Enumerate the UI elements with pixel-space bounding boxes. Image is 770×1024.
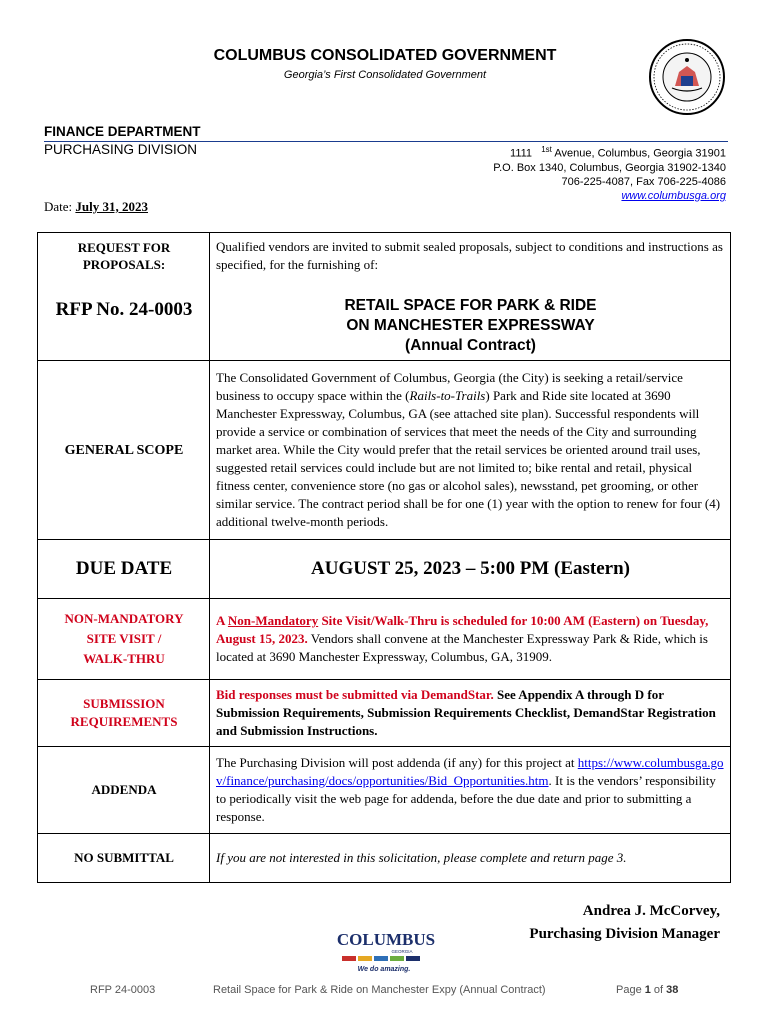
rfp-number: RFP No. 24-0003 bbox=[55, 299, 193, 320]
department: FINANCE DEPARTMENT bbox=[44, 124, 201, 139]
svg-text:GEORGIA: GEORGIA bbox=[391, 949, 413, 954]
date-value: July 31, 2023 bbox=[75, 199, 148, 214]
website-link[interactable]: www.columbusga.org bbox=[621, 189, 726, 202]
addenda-text: The Purchasing Division will post addenda (if any) for this project at https://www.columbusga.gov/finance/purchasing/docs/opportunities/Bid_Opportunities.htm. It is the vendors’ responsibility to periodically visit the web page for addenda, before the due date and prior to submitting a response. bbox=[210, 747, 731, 834]
signer-title: Purchasing Division Manager bbox=[529, 926, 720, 942]
due-date-label: DUE DATE bbox=[38, 540, 210, 599]
city-seal-icon bbox=[648, 38, 726, 116]
rfp-title: RETAIL SPACE FOR PARK & RIDE ON MANCHESTER EXPRESSWAY (Annual Contract) bbox=[344, 297, 597, 354]
rfp-label-cell: REQUEST FOR PROPOSALS: RFP No. 24-0003 bbox=[38, 233, 210, 361]
scope-label: GENERAL SCOPE bbox=[38, 361, 210, 540]
table-row bbox=[38, 540, 731, 599]
org-subtitle: Georgia’s First Consolidated Government bbox=[283, 69, 487, 81]
date-line: Date: July 31, 2023 bbox=[44, 199, 148, 214]
org-title: COLUMBUS CONSOLIDATED GOVERNMENT bbox=[213, 47, 557, 64]
submission-label: SUBMISSION REQUIREMENTS bbox=[38, 680, 210, 747]
po-box: P.O. Box 1340, Columbus, Georgia 31902-1340 bbox=[493, 161, 726, 174]
addenda-link[interactable]: https://www.columbusga.gov/finance/purchasing/docs/opportunities/Bid_Opportunities.htm bbox=[216, 755, 724, 788]
footer-rfp-number: RFP 24-0003 bbox=[90, 984, 156, 996]
svg-text:We do amazing.: We do amazing. bbox=[357, 966, 411, 973]
street-address: 1111 $^{1st}$ Avenue, Columbus, Georgia 31901 bbox=[510, 145, 726, 160]
columbus-logo-icon bbox=[336, 928, 436, 974]
addenda-label: ADDENDA bbox=[38, 747, 210, 834]
rfp-table bbox=[37, 232, 731, 883]
signer-name: Andrea J. McCorvey, bbox=[582, 903, 720, 919]
svg-text:COLUMBUS: COLUMBUS bbox=[336, 930, 436, 949]
no-submittal-text: If you are not interested in this solicitation, please complete and return page 3. bbox=[210, 834, 731, 883]
no-submittal-label: NO SUBMITTAL bbox=[38, 834, 210, 883]
rfp-value-cell bbox=[210, 233, 731, 361]
rfp-intro: Qualified vendors are invited to submit sealed proposals, subject to conditions and instructions as specified, for the furnishing of: bbox=[216, 239, 723, 272]
table-row bbox=[38, 599, 731, 680]
table-row bbox=[38, 680, 731, 747]
division: PURCHASING DIVISION bbox=[44, 142, 198, 157]
due-date-value: AUGUST 25, 2023 – 5:00 PM (Eastern) bbox=[210, 540, 731, 599]
submission-text: Bid responses must be submitted via DemandStar. See Appendix A through D for Submission Requirements, Submission Requirements Checklist, DemandStar Registration and Submission Instructions. bbox=[210, 680, 731, 747]
address-block bbox=[493, 143, 726, 203]
table-row bbox=[38, 834, 731, 883]
table-row bbox=[38, 747, 731, 834]
footer-title: Retail Space for Park & Ride on Manchester Expy (Annual Contract) bbox=[213, 984, 546, 996]
table-row bbox=[38, 361, 731, 540]
site-visit-text: A Non-Mandatory Site Visit/Walk-Thru is scheduled for 10:00 AM (Eastern) on Tuesday, August 15, 2023. Vendors shall convene at the Manchester Expressway Park & Ride, which is located at 3690 Manchester Expressway, Columbus, GA, 31909. bbox=[210, 599, 731, 680]
scope-text: The Consolidated Government of Columbus, Georgia (the City) is seeking a retail/service business to occupy space within the (Rails-to-Trails) Park and Ride site located at 3690 Manchester Expressway, Columbus, GA (see attached site plan). Successful respondents will provide a service or combination of services that meet the needs of the City and surrounding market area. While the City would prefer that the retail services be oriented around trail uses, suggested retail services could include but are not limited to; bike rental and retail, physical fitness center, convenience store (no gas or alcohol sales), newsstand, pet grooming, or other similar service. The contract period shall be for one (1) year with the option to renew for four (4) additional twelve-month periods. bbox=[210, 361, 731, 540]
site-visit-label: NON-MANDATORY SITE VISIT / WALK-THRU bbox=[38, 599, 210, 680]
footer-page: Page 1 of 38 bbox=[616, 984, 679, 996]
signature-block bbox=[529, 900, 720, 946]
phone-fax: 706-225-4087, Fax 706-225-4086 bbox=[561, 175, 726, 188]
table-row bbox=[38, 233, 731, 361]
